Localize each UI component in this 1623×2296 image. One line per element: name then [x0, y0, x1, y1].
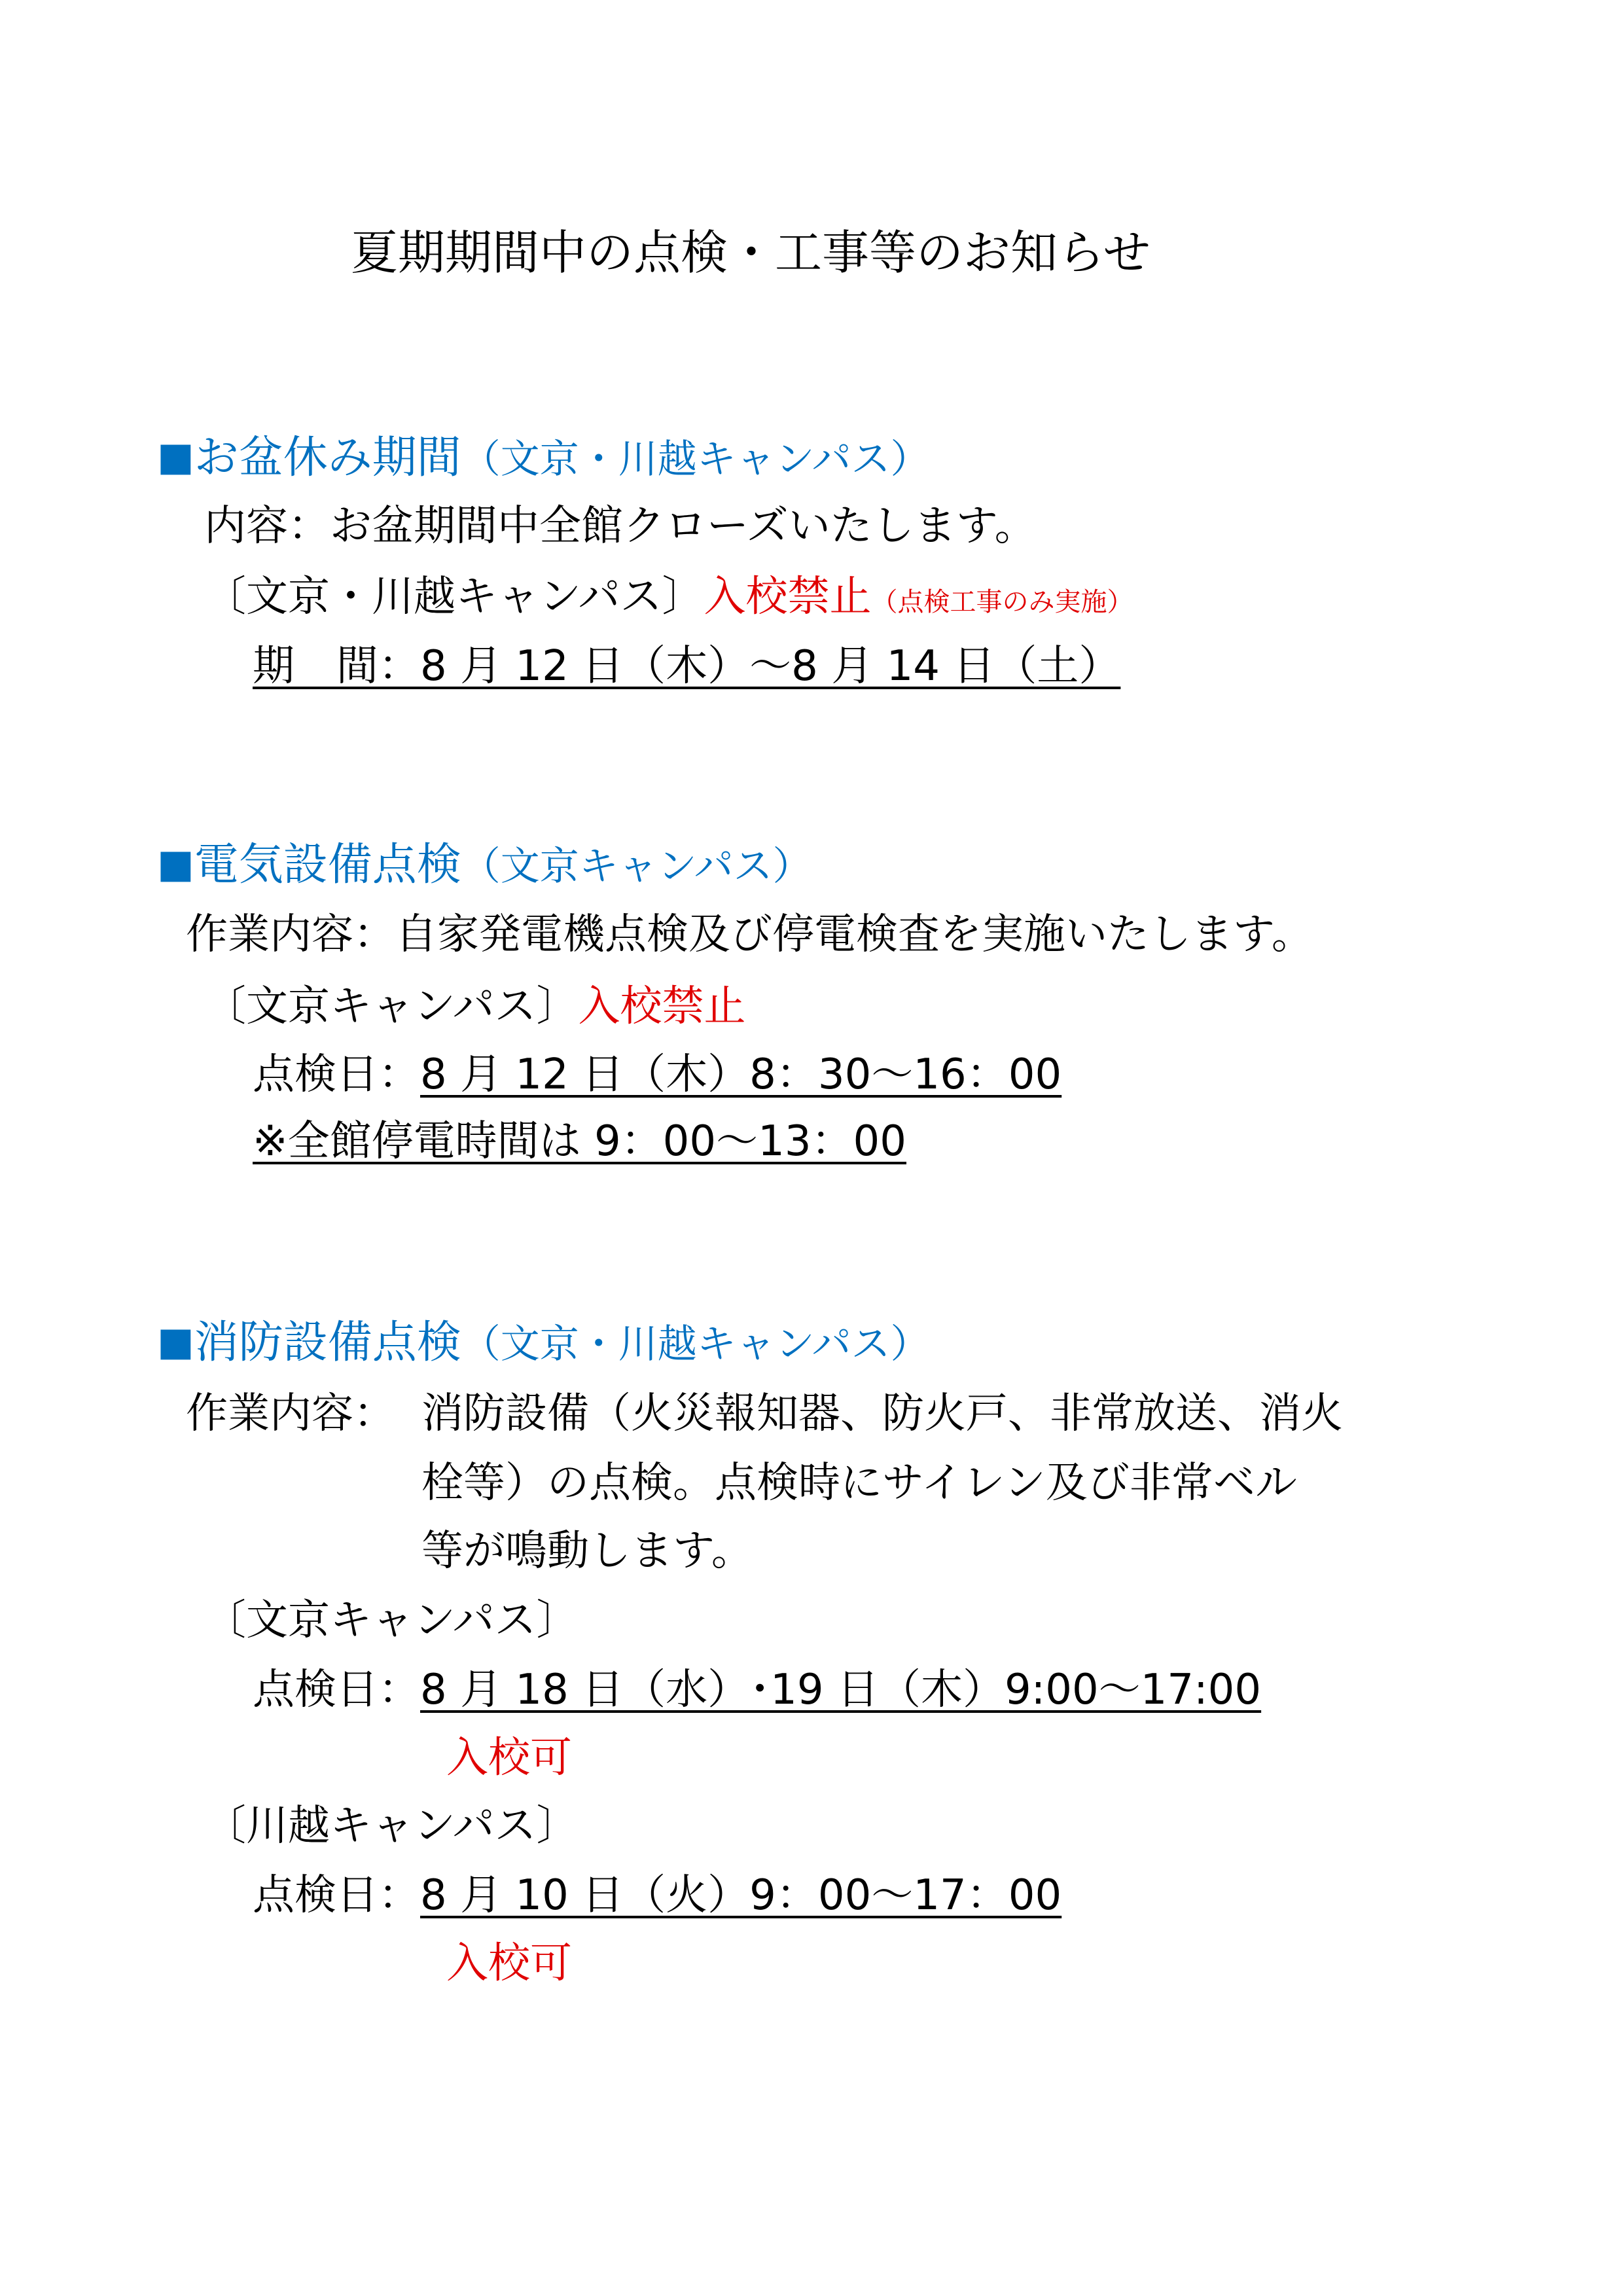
date-label: 点検日：	[253, 1871, 420, 1920]
section-campus: （文京・川越キャンパス）	[461, 1321, 930, 1367]
content-text: お盆期間中全館クローズいたします。	[330, 502, 1037, 550]
date-value: 8 月 12 日（木）8：30～16：00	[420, 1050, 1062, 1099]
status-open: 入校可	[446, 1734, 572, 1782]
period-line	[253, 642, 1121, 691]
square-bullet-icon: ■	[157, 434, 194, 480]
content-line	[186, 910, 1313, 959]
date-value: 8 月 18 日（水）･19 日（木）9:00～17:00	[420, 1666, 1262, 1714]
section-title: 電気設備点検	[194, 839, 461, 891]
campus-status-line	[204, 573, 1133, 621]
period-label: 期 間：	[253, 642, 420, 691]
page-title: 夏期期間中の点検・工事等のお知らせ	[351, 225, 1150, 280]
inspection-date-line	[253, 1666, 1262, 1714]
section-heading-fire	[157, 1317, 930, 1369]
section-title: 消防設備点検	[194, 1317, 461, 1369]
inspection-date-line	[253, 1871, 1062, 1920]
section-heading-obon	[157, 432, 930, 484]
campus-note: 〔文京キャンパス〕	[204, 982, 579, 1031]
content-label: 作業内容：	[186, 1390, 395, 1438]
square-bullet-icon: ■	[157, 841, 194, 887]
content-text: 自家発電機点検及び停電検査を実施いたします。	[395, 910, 1313, 959]
date-label: 点検日：	[253, 1666, 420, 1714]
section-campus: （文京キャンパス）	[461, 844, 812, 889]
campus-status-line	[204, 982, 746, 1031]
section-title: お盆休み期間	[194, 432, 461, 484]
content-text-line-1: 消防設備（火災報知器、防火戸、非常放送、消火	[421, 1390, 1343, 1438]
inspection-date-line	[253, 1050, 1062, 1099]
section-campus: （文京・川越キャンパス）	[461, 437, 930, 482]
status-note: （点検工事のみ実施）	[871, 587, 1133, 617]
period-value: 8 月 12 日（木）～8 月 14 日（土）	[420, 642, 1121, 691]
campus-note: 〔文京・川越キャンパス〕	[204, 573, 704, 621]
date-value: 8 月 10 日（火）9：00～17：00	[420, 1871, 1062, 1920]
content-text-line-3: 等が鳴動します。	[421, 1527, 753, 1575]
campus-note: 〔川越キャンパス〕	[204, 1802, 579, 1850]
status-closed: 入校禁止	[578, 982, 746, 1031]
section-heading-electrical	[157, 839, 812, 891]
content-label: 作業内容：	[186, 910, 395, 959]
status-closed: 入校禁止	[704, 573, 872, 621]
square-bullet-icon: ■	[157, 1319, 194, 1365]
power-outage-note: ※全館停電時間は 9：00～13：00	[253, 1117, 906, 1166]
content-label: 内容：	[204, 502, 330, 550]
status-open: 入校可	[446, 1939, 572, 1988]
content-text-line-2: 栓等）の点検。点検時にサイレン及び非常ベル	[421, 1459, 1297, 1507]
campus-note: 〔文京キャンパス〕	[204, 1596, 579, 1645]
content-line	[204, 502, 1037, 550]
date-label: 点検日：	[253, 1050, 420, 1099]
